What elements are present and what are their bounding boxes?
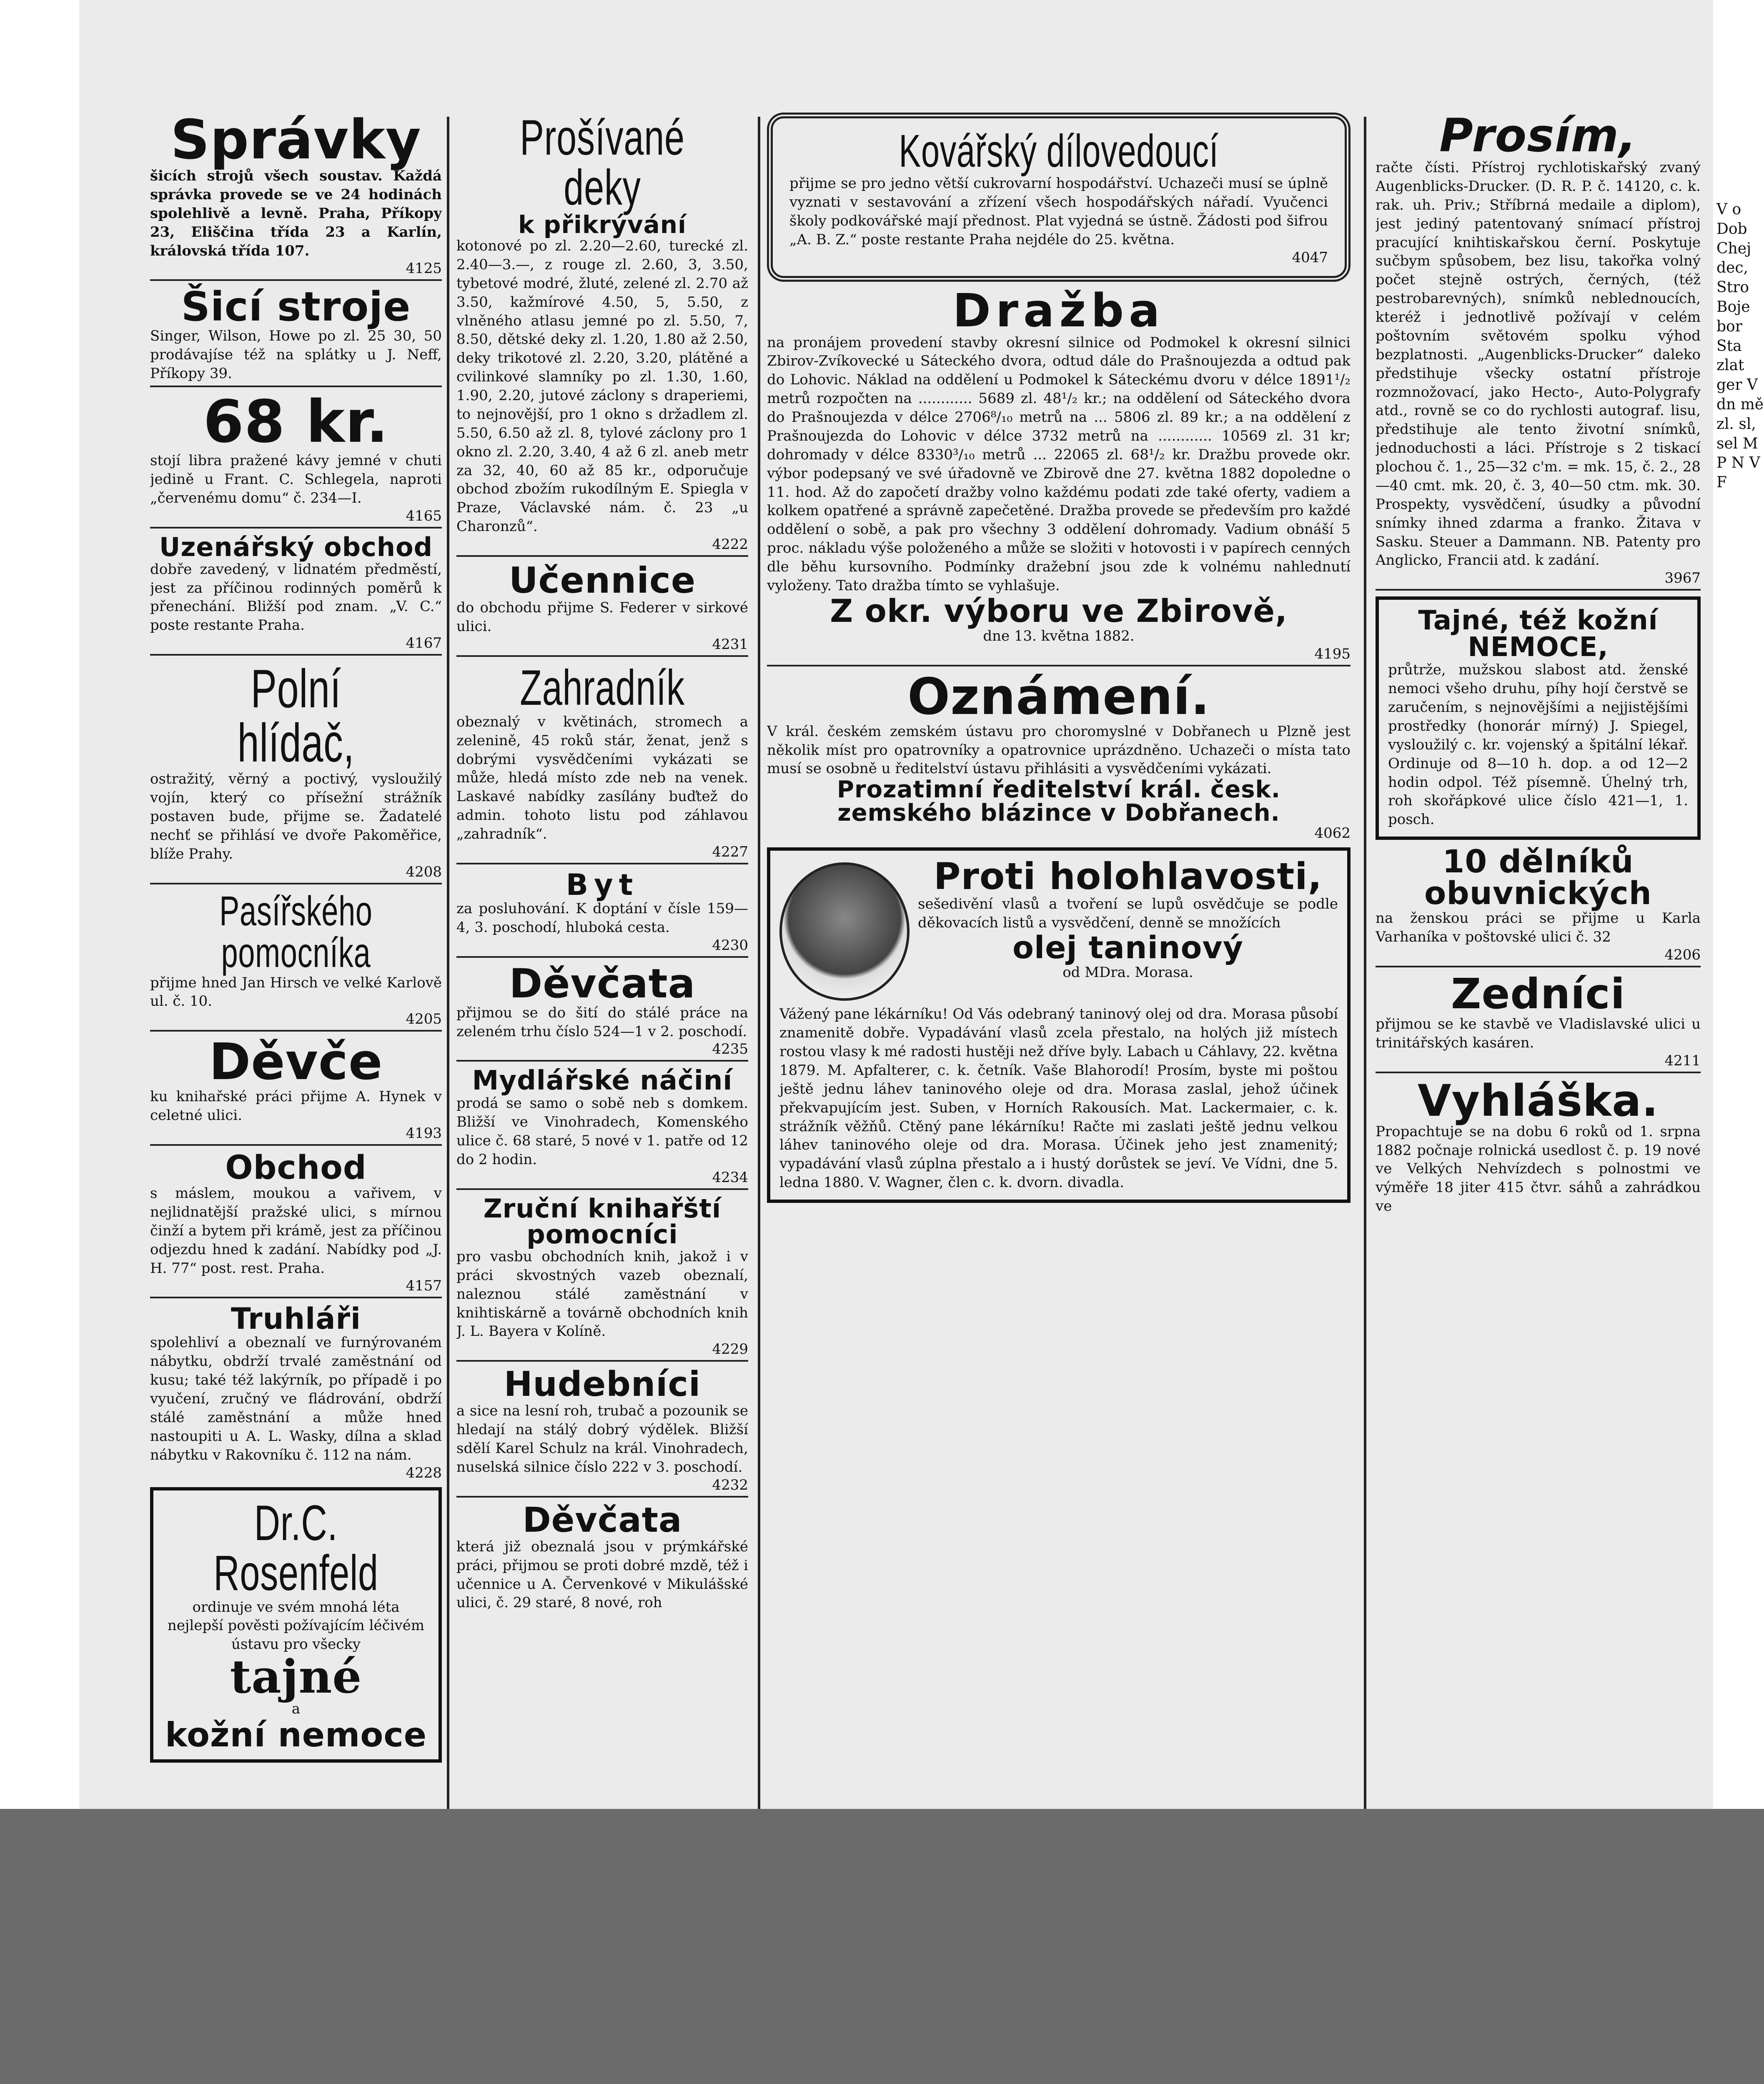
ad-number: 4125: [406, 260, 442, 277]
ad-kovarsky: [767, 113, 1351, 282]
ad-devcata: [456, 960, 748, 1062]
ad-proti-holohlavosti: [767, 847, 1351, 1203]
ad-zednici: [1376, 969, 1701, 1073]
ad-headline: Učennice: [509, 560, 696, 601]
ad-number: 3967: [1664, 570, 1701, 587]
portrait-medallion: [779, 862, 910, 1001]
ad-body: šicích strojů všech soustav. Každá správka provede se ve 24 hodinách spolehlivě a levně. Praha, Příkopy 23, Eliščina třída 23 a Karlín, královská třída 107.: [150, 168, 442, 259]
ad-body: Propachtuje se na dobu 6 roků od 1. srpna 1882 počnaje rolnická usedlost č. p. 19 nové ve Velkých Nehvízdech s polnostmi ve výměře 18 jiter 415 čtvr. sáhů a zahrádkou ve: [1376, 1123, 1701, 1215]
ad-number: 4228: [406, 1464, 442, 1481]
ad-body: V král. českém zemském ústavu pro choromyslné v Dobřanech u Plzně jest několik míst pro opatrovníky a opatrovnice uprázdněno. Uchazeči o místa tato musí se osobně u ředitelství ústavu přihlásiti a vysvědčeními vykázati.: [767, 723, 1351, 777]
ad-body: ostražitý, věrný a poctivý, vysloužilý vojín, který co přísežní strážník postaven bude, přijme se. Žadatelé nechť se přihlásí ve dvoře Pakoměřice, blíže Prahy.: [150, 771, 442, 862]
column-rule: [758, 117, 760, 1809]
ad-headline: Zedníci: [1451, 969, 1625, 1018]
ad-mydlarske: [456, 1067, 748, 1190]
ad-body: přijme se pro jedno větší cukrovarní hospodářství. Uchazeči musí se úplně vyznati v sestavování a zřízení všech hospodářských nářadí. Vyučenci školy podkovářské mají přednost. Plat vyjedná se ústně. Žádosti pod šifrou „A. B. Z.“ poste restante Praha nejdéle do 25. května.: [789, 175, 1328, 248]
ad-headline: 10 dělníků obuvnických: [1424, 843, 1652, 912]
ad-number: 4157: [406, 1277, 442, 1295]
ad-zahradnik: [456, 659, 748, 864]
divider: [150, 1030, 442, 1032]
ad-number: 4195: [1314, 645, 1351, 662]
ad-body: na ženskou práci se přijme u Karla Varhaníka v poštovské ulici č. 32: [1376, 910, 1701, 945]
column-4: [1376, 113, 1701, 1809]
ad-body: ordinuje ve svém mnohá léta nejlepší pověsti požívajícím léčivém ústavu pro všecky: [167, 1598, 425, 1653]
ad-body: za posluhování. K doptání v čísle 159—4, 3. poschodí, hluboká cesta.: [456, 900, 748, 936]
ad-vyhlaska: [1376, 1075, 1701, 1216]
ad-body: Vážený pane lékárníku! Od Vás odebraný taninový olej od dra. Morasa působí znamenitě dobře. Vypadávání vlasů zcela přestalo, na holých již místech rostou vlasy k mé radosti hustěji než dříve byly. Labach u Cáhlavy, 22. května 1879. M. Apfalterer, c. k. četník. Vaše Blahorodí! Prosím, byste mi poštou ještě jednu láhev taninového oleje od dra. Morasa zaslal, jehož účinek překvapujícím jest. Suben, v Horních Rakousích. Mat. Lackermaier, c. k. strážník věžňů. Ctěný pane lékárníku! Račte mi zaslati ještě jednu velkou láhev taninového oleje od dra. Morasa. Účinek jeho jest znamenitý; vypadávání vlasů zúplna přestalo a i hustý dorůstek se jeví. Ve Vídni, dne 5. ledna 1880. V. Wagner, člen c. k. dvorn. divadla.: [779, 1006, 1338, 1191]
ad-devce: [150, 1033, 442, 1146]
ad-headline: Šicí stroje: [181, 283, 411, 331]
ad-prosivane-deky: [456, 113, 748, 557]
ad-headline: Obchod: [225, 1149, 367, 1187]
divider: [456, 655, 748, 657]
ad-subheadline: k přikrývání: [518, 210, 687, 239]
ad-body: na pronájem provedení stavby okresní silnice od Podmokel k okresní silnici Zbirov-Zvíkovecké u Sáteckého dvora, odtud dále do Prašnoujezda a odtud pak do Lohovic. Náklad na oddělení u Podmokel k Sáteckému dvoru v délce 1891¹/₂ metrů rozpočten na ............ 5689 zl. 48¹/₂ kr.; na oddělení od Sáteckého dvora do Prašnoujezda v délce 2706⁸/₁₀ metrů na ... 5806 zl. 89 kr.; a na oddělení z Prašnoujezda do Lohovic v délce 3732 metrů na ............ 10569 zl. 31 kr; dohromady v délce 8330³/₁₀ metrů ... 22065 zl. 68¹/₂ kr. Dražbu provede okr. výbor podepsaný ve své úřadovně ve Zbirově dne 27. května 1882 dopoledne o 11. hod. Až do započetí dražby volno každému podati zde také oferty, vadiem a kolkem opatřené a správně zapečetěné. Dražba provede se především pro každé oddělení o sobě, a pak pro všechny 3 oddělení dohromady. Vadium obnáší 5 proc. nákladu výše položeného a může se složiti v hotovosti i v papírech cenných dle běhu kursovního. Podmínky dražební jsou zde k volnému nahlednutí vyloženy. Tato dražba tímto se vyhlašuje.: [767, 334, 1351, 594]
ad-oznameni: [767, 668, 1351, 842]
column-3: [767, 113, 1351, 1809]
ad-number: 4229: [712, 1341, 748, 1358]
ad-number: 4047: [1292, 249, 1328, 266]
scan-background-bottom: [0, 1809, 1764, 2084]
divider: [150, 883, 442, 884]
ad-byt: [456, 867, 748, 958]
divider: [150, 654, 442, 656]
ad-number: 4211: [1664, 1052, 1701, 1069]
divider: [456, 1188, 748, 1190]
ad-tajne-nemoce: [1376, 596, 1701, 840]
column-1: [150, 113, 442, 1809]
ad-headline: Truhláři: [231, 1302, 361, 1336]
ad-headline: 68 kr.: [203, 388, 389, 456]
divider: [150, 527, 442, 529]
divider: [150, 1144, 442, 1146]
divider: [456, 863, 748, 864]
ad-headline: Zahradník: [520, 659, 685, 716]
ad-body: s máslem, moukou a vařivem, v nejlidnatější pražské ulici, s mírnou činží a bytem při krámě, jest za příčinou odjezdu hned k zadání. Nabídky pod „J. H. 77“ post. rest. Praha.: [150, 1185, 442, 1277]
ad-headline: Pasířského pomocníka: [219, 887, 373, 976]
ad-body: pro vasbu obchodních knih, jakož i v práci skvostných vazeb obeznalí, naleznou stálé zaměstnání v knihtiskárně a továrně obchodních knih J. L. Bayera v Kolíně.: [456, 1248, 748, 1340]
ad-number: 4193: [406, 1125, 442, 1142]
ad-by: od MDra. Morasa.: [1062, 964, 1193, 981]
ad-body: račte čísti. Přístroj rychlotiskařský zvaný Augenblicks-Drucker. (D. R. P. č. 14120, c. k. rak. uh. Priv.; Stříbrná medaile a diplom), jest jediný patentovaný snímací přístroj pracující knihtiskařskou černí. Poskytuje sučbym spůsobem, bez lisu, takořka volný počet stejně ostrých, černých, (též pestrobarevných), snímků neblednoucích, kteréž i jednotlivě požívají v celém poštovním světovém spolku výhod bezplatnosti. „Augenblicks-Drucker“ daleko předstihuje všecky ostatní přístroje rozmnožovací, jako Hecto-, Auto-Polygrafy atd., rovně se co do rychlosti autograf. lisu, předstihuje ale tento životní snímků, jednoduchosti a láci. Přístroje s 2 tiskací plochou č. 1., 25—32 c'm. = mk. 15, č. 2., 28—40 cmt. mk. 20, č. 3, 40—50 ctm. mk. 30. Prospekty, vysvědčení, úsudky a původní snímky ihned zdarma a franko. Žitava v Sasku. Steuer a Dammann. NB. Patenty pro Anglicko, Francii atd. k zadání.: [1376, 159, 1701, 569]
ad-number: 4235: [712, 1041, 748, 1058]
ad-headline: Mydlářské náčiní: [472, 1065, 733, 1097]
ad-truhlari: [150, 1304, 442, 1481]
ad-devcata-prymkarske: [456, 1500, 748, 1613]
ad-headline: Tajné, též kožní NEMOCE,: [1418, 605, 1658, 663]
ad-headline: Polní hlídač,: [237, 658, 355, 774]
ad-body: ku knihařské práci přijme A. Hynek v celetné ulici.: [150, 1088, 442, 1124]
ad-pasirsky: [150, 887, 442, 1032]
ad-body: obeznalý v květinách, stromech a zelenině, 45 roků stár, ženat, jenž s dobrými vysvědčeními vykázati se může, hledá místo zde neb na venek. Laskavé nabídky zasílány buďtež do admin. tohoto listu pod záhlavou „zahradník“.: [456, 713, 748, 842]
column-rule: [447, 117, 449, 1809]
ad-body: prodá se samo o sobě neb s domkem. Bližší ve Vinohradech, Komenského ulice č. 68 staré, 5 nové v 1. patře od 12 do 2 hodin.: [456, 1095, 748, 1168]
divider: [150, 1297, 442, 1298]
ad-body: spolehliví a obeznalí ve furnýrovaném nábytku, obdrží trvalé zaměstnání od kusu; také též lakýrník, po případě i po vyučení, zručný ve fládrování, obdrží stálé zaměstnání a může hned nastoupiti u A. L. Wasky, dílna a sklad nábytku v Rakovníku č. 112 na nám.: [150, 1334, 442, 1463]
ad-polni-hlidac: [150, 658, 442, 884]
divider: [456, 1060, 748, 1062]
ad-headline: Prosím,: [1439, 113, 1637, 162]
ad-body: Singer, Wilson, Howe po zl. 25 30, 50 prodávajíse též na splátky u J. Neff, Příkopy 39.: [150, 328, 442, 382]
ad-headline: Správky: [170, 113, 421, 171]
ad-body: stojí libra pražené kávy jemné v chuti jedině u Frant. C. Schlegela, naproti „červenému domu“ č. 234—I.: [150, 452, 442, 506]
divider: [150, 386, 442, 387]
ad-body: přijme hned Jan Hirsch ve velké Karlově ul. č. 10.: [150, 974, 442, 1010]
ad-body: přijmou se ke stavbě ve Vladislavské ulici u trinitářských kasáren.: [1376, 1015, 1701, 1051]
ad-headline: Zruční knihařští pomocníci: [483, 1193, 722, 1250]
column-rule: [1364, 117, 1366, 1809]
ad-headline: Děvčata: [509, 960, 696, 1007]
ad-headline: Proti holohlavosti,: [934, 855, 1322, 898]
divider: [1376, 1072, 1701, 1073]
ad-body: průtrže, mužskou slabost atd. ženské nemoci všeho druhu, píhy hojí čerstvě se zaručením, s nejnovějšími a nejjistějšími prostředky (honorár mírný) J. Spiegel, vysloužilý c. kr. vojenský a špitální lékař. Ordinuje od 8—10 h. dop. a od 12—2 hodin odpol. Též písemně. Úhelný trh, roh skořápkové ulice číslo 421—1, 1. posch.: [1388, 661, 1688, 828]
divider: [456, 1360, 748, 1362]
ad-body: přijmou se do šití do stálé práce na zeleném trhu číslo 524—1 v 2. poschodí.: [456, 1004, 748, 1040]
ad-tail: kožní nemoce: [165, 1716, 427, 1754]
ad-number: 4167: [406, 635, 442, 652]
ad-number: 4206: [1664, 946, 1701, 963]
ad-number: 4222: [712, 536, 748, 553]
ad-headline: Dr.C. Rosenfeld: [213, 1495, 378, 1601]
ad-number: 4234: [712, 1169, 748, 1186]
ad-number: 4227: [712, 843, 748, 860]
ad-body: dobře zavedený, v lidnatém předměstí, jest za příčinou rodinných poměrů k přenechání. Bližší pod znam. „V. C.“ poste restante Praha.: [150, 561, 442, 634]
ad-body: a sice na lesní roh, trubač a pozounik se hledají na stálý dobrý výdělek. Bližší sdělí Karel Schulz na král. Vinohradech, nuselská silnice číslo 222 v 3. poschodí.: [456, 1403, 748, 1475]
divider: [150, 279, 442, 281]
ad-body: kotonové po zl. 2.20—2.60, turecké zl. 2.40—3.—, z rouge zl. 2.60, 3, 3.50, tybetové modré, žluté, zelené zl. 2.70 až 3.50, kažmírové 4.50, 5, 5.50, z vlněného atlasu jemné po zl. 5.50, 7, 8.50, dětské deky zl. 1.20, 1.80 až 2.50, deky trikotové zl. 2.20, 3.20, plátěné a cvilinkové slamníky po zl. 1.30, 1.60, 1.90, 2.20, jutové záclony s draperiemi, to nejnovější, pro 1 okno s držadlem zl. 5.50, 6.50 až zl. 8, tylové záclony pro 1 okno zl. 2.20, 3.40, 4 až 6 zl. aneb metr za 32, 40, 60 až 85 kr., odporučuje obchod zbožím rukodílným E. Spiegla v Praze, Václavské nám. č. 23 „u Charonzů“.: [456, 238, 748, 535]
adjacent-page-fragment: V o Dob Chej dec, Stro Boje bor Sta zlat ger V dn mě zl. sl, sel M P N V F: [1716, 201, 1764, 491]
ad-spravky: [150, 113, 442, 281]
ad-headline: Hudebníci: [504, 1365, 701, 1405]
ad-headline: Uzenářský obchod: [159, 531, 433, 562]
ad-number: 4230: [712, 937, 748, 954]
divider: [456, 1496, 748, 1498]
ad-big-word: tajné: [230, 1650, 362, 1704]
ad-uzenarsky: [150, 531, 442, 656]
ad-number: 4232: [712, 1476, 748, 1493]
ad-headline: Kovářský dílovedoucí: [899, 125, 1219, 177]
column-2: [456, 113, 748, 1809]
ad-number: 4205: [406, 1011, 442, 1028]
divider: [456, 956, 748, 958]
ad-signature: Prozatimní ředitelství král. česk. zemského blázince v Dobřanech.: [837, 776, 1281, 827]
ad-date: dne 13. května 1882.: [983, 627, 1135, 644]
ad-product: olej taninový: [1012, 930, 1243, 966]
ad-intro: sešedivění vlasů a tvoření se lupů osvědčuje se podle děkovacích listů a vysvědčení, denně se množících: [918, 896, 1338, 932]
ad-number: 4062: [1314, 825, 1351, 842]
ad-number: 4231: [712, 636, 748, 653]
ad-sici-stroje: [150, 283, 442, 387]
ad-rosenfeld: [150, 1487, 442, 1763]
ad-body: do obchodu přijme S. Federer v sirkové ulici.: [456, 599, 748, 635]
ad-drazba: [767, 283, 1351, 666]
ad-signature: Z okr. výboru ve Zbirově,: [830, 592, 1288, 629]
ad-knihari: [456, 1193, 748, 1362]
divider: [767, 665, 1351, 666]
ad-prosim: [1376, 113, 1701, 591]
ad-headline: Děvčata: [522, 1500, 682, 1540]
ad-obchod: [150, 1149, 442, 1298]
divider: [1376, 966, 1701, 967]
ad-headline: Prošívané deky: [520, 113, 685, 215]
divider: [1376, 589, 1701, 591]
divider: [456, 555, 748, 557]
ad-headline: Děvče: [209, 1033, 383, 1092]
ad-number: 4165: [406, 507, 442, 524]
ad-ucennice: [456, 560, 748, 657]
ad-delniku: [1376, 843, 1701, 967]
ad-small: a: [291, 1701, 301, 1718]
ad-body: která již obeznalá jsou v prýmkářské práci, přijmou se proti dobré mzdě, též i učennice u A. Červenkové v Mikulášské ulici, č. 29 staré, 8 nové, roh: [456, 1538, 748, 1611]
ad-headline: Byt: [566, 867, 639, 902]
ad-number: 4208: [406, 863, 442, 880]
ad-headline: Oznámení.: [907, 668, 1210, 726]
ad-headline: Dražba: [952, 283, 1165, 337]
ad-hudebnici: [456, 1365, 748, 1498]
ad-headline: Vyhláška.: [1418, 1075, 1659, 1126]
ad-kava: [150, 388, 442, 529]
